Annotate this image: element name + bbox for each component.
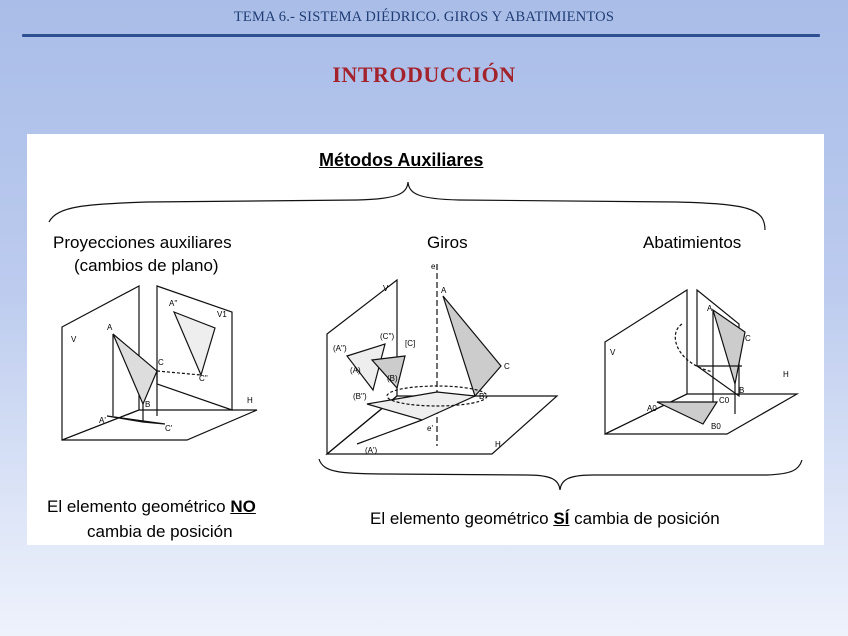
label-abat-b0: B0 <box>711 422 721 431</box>
label-giros-b-right: B <box>479 392 485 401</box>
caption-si <box>370 509 720 529</box>
label-proy-v1: V1 <box>217 310 227 319</box>
label-giros-h: H <box>495 440 501 449</box>
branch-proyecciones-line1: Proyecciones auxiliares <box>53 233 232 252</box>
slide-title: TEMA 6.- SISTEMA DIÉDRICO. GIROS Y ABATIMIENTOS <box>233 9 615 25</box>
header-divider <box>22 34 820 37</box>
label-abat-c: C <box>745 334 751 343</box>
label-proy-a1: A' <box>99 416 106 425</box>
label-abat-h: H <box>783 370 789 379</box>
caption-no-line1 <box>47 497 256 517</box>
caption-no-line2: cambia de posición <box>87 522 233 541</box>
section-title: INTRODUCCIÓN <box>332 62 516 87</box>
label-giros-b2: (B'') <box>353 392 367 401</box>
branch-proyecciones-line2: (cambios de plano) <box>74 256 219 275</box>
label-proy-c1: C' <box>165 424 173 433</box>
label-giros-a1: (A') <box>365 446 378 455</box>
label-proy-v: V <box>71 335 77 344</box>
caption-si-suffix: cambia de posición <box>574 509 720 528</box>
label-abat-c0: C0 <box>719 396 730 405</box>
label-giros-a: (A) <box>350 366 361 375</box>
label-giros-a-right: A <box>441 286 447 295</box>
label-giros-e1: e' <box>427 424 433 433</box>
label-proy-b: B <box>145 400 151 409</box>
top-brace <box>49 182 765 230</box>
caption-si-word: SÍ <box>553 509 570 528</box>
label-proy-h: H <box>247 396 253 405</box>
slide-header <box>0 0 848 38</box>
label-giros-b: (B) <box>387 374 398 383</box>
abatimientos-diagram <box>605 290 797 434</box>
label-giros-e: e <box>431 262 436 271</box>
label-proy-c2: C'' <box>199 374 208 383</box>
label-giros-cc: [C] <box>405 339 416 348</box>
caption-no-prefix: El elemento geométrico <box>47 497 226 516</box>
bottom-brace <box>319 459 802 490</box>
label-abat-v: V <box>610 348 616 357</box>
label-abat-b: B <box>739 386 745 395</box>
label-giros-c2: (C'') <box>380 332 395 341</box>
label-giros-a2: (A'') <box>333 344 347 353</box>
main-title: Métodos Auxiliares <box>319 150 484 170</box>
label-proy-a: A <box>107 323 113 332</box>
branch-giros: Giros <box>427 233 468 252</box>
label-abat-a0: A0 <box>647 404 657 413</box>
diagram-figure <box>27 134 824 545</box>
caption-no-word: NO <box>230 497 256 516</box>
label-giros-c: C <box>504 362 510 371</box>
diagram-drawing <box>27 134 824 545</box>
label-giros-v: V <box>383 284 389 293</box>
label-proy-a2: A'' <box>169 299 178 308</box>
label-abat-a: A <box>707 304 713 313</box>
branch-abatimientos: Abatimientos <box>643 233 742 252</box>
label-proy-c: C <box>158 358 164 367</box>
caption-si-prefix: El elemento geométrico <box>370 509 549 528</box>
